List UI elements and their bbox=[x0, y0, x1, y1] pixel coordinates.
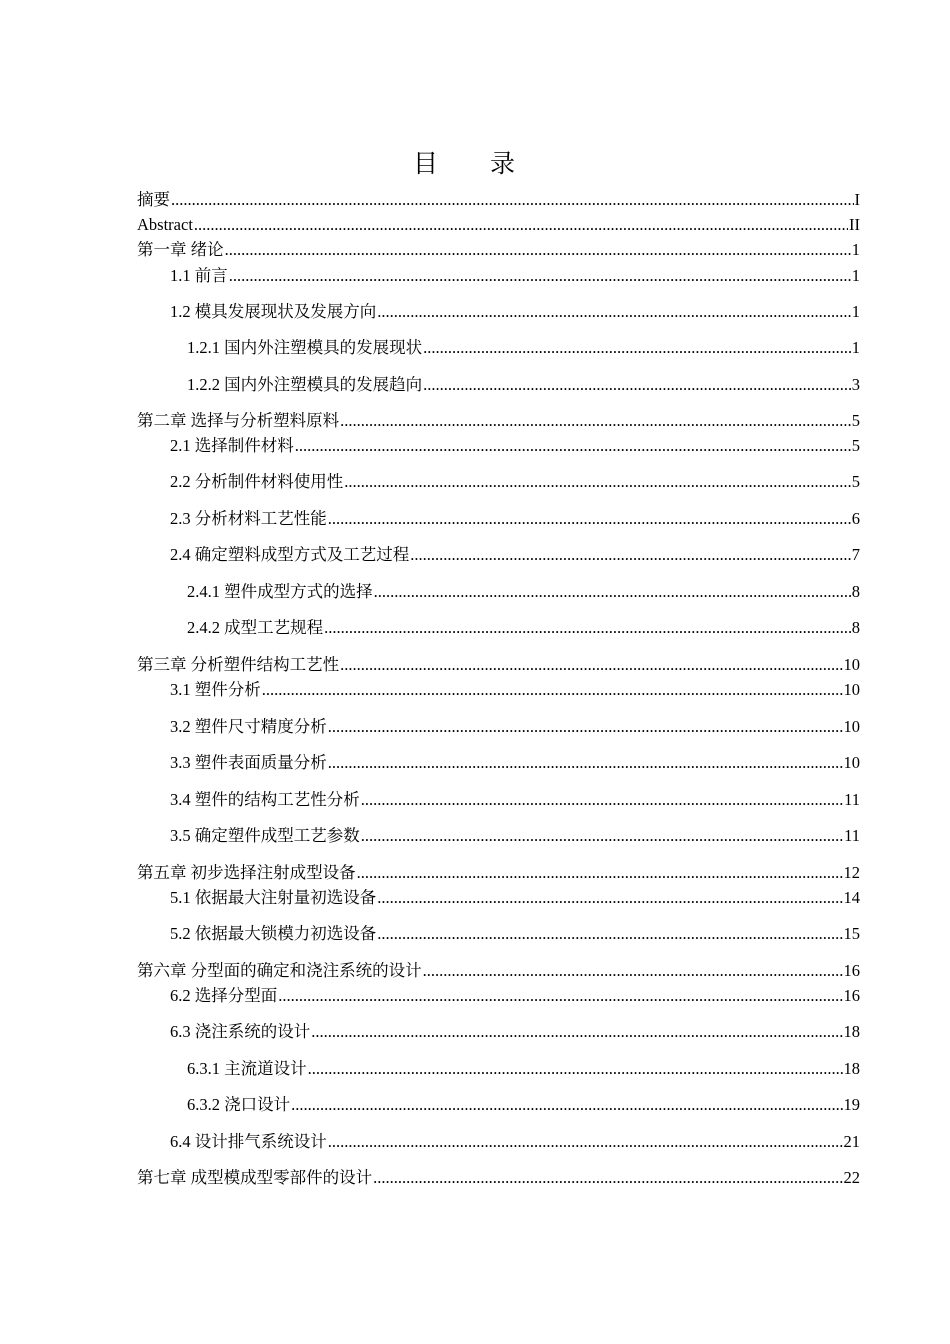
toc-entry-title: Abstract bbox=[137, 215, 193, 234]
toc-entry-title: 2.4.2 成型工艺规程 bbox=[187, 618, 324, 637]
dot-leader bbox=[377, 888, 842, 908]
toc-entry-title: 第一章 绪论 bbox=[137, 240, 224, 259]
toc-entry-page: 7 bbox=[851, 545, 860, 564]
toc-entry-page: 10 bbox=[843, 717, 860, 736]
toc-entry[interactable] bbox=[137, 409, 860, 431]
toc-entry[interactable] bbox=[170, 434, 860, 456]
toc-entry-title: 6.3.2 浇口设计 bbox=[187, 1095, 291, 1114]
toc-entry[interactable] bbox=[137, 653, 860, 675]
toc-entry[interactable] bbox=[170, 543, 860, 565]
toc-entry-title: 第七章 成型模成型零部件的设计 bbox=[137, 1168, 373, 1187]
dot-leader bbox=[344, 472, 851, 492]
toc-entry[interactable] bbox=[170, 751, 860, 773]
dot-leader bbox=[340, 411, 851, 431]
toc-entry[interactable] bbox=[137, 959, 860, 981]
toc-entry[interactable] bbox=[170, 824, 860, 846]
toc-entry-page: 15 bbox=[843, 924, 860, 943]
dot-leader bbox=[361, 790, 843, 810]
dot-leader bbox=[291, 1095, 842, 1115]
toc-entry-title: 第六章 分型面的确定和浇注系统的设计 bbox=[137, 961, 422, 980]
toc-entry-title: 第三章 分析塑件结构工艺性 bbox=[137, 655, 340, 674]
dot-leader bbox=[328, 717, 843, 737]
toc-entry-page: 6 bbox=[851, 509, 860, 528]
dot-leader bbox=[357, 863, 843, 883]
toc-entry-page: 18 bbox=[843, 1059, 860, 1078]
dot-leader bbox=[328, 1132, 843, 1152]
toc-entry[interactable] bbox=[187, 336, 860, 358]
toc-entry[interactable] bbox=[187, 616, 860, 638]
dot-leader bbox=[194, 215, 848, 235]
toc-entry[interactable] bbox=[170, 507, 860, 529]
toc-entry-page: 5 bbox=[851, 472, 860, 491]
toc-entry-page: 5 bbox=[851, 436, 860, 455]
dot-leader bbox=[377, 924, 842, 944]
toc-entry-title: 2.2 分析制件材料使用性 bbox=[170, 472, 344, 491]
dot-leader bbox=[410, 545, 851, 565]
toc-entry-title: 2.1 选择制件材料 bbox=[170, 436, 294, 455]
toc-entry-title: 第五章 初步选择注射成型设备 bbox=[137, 863, 356, 882]
toc-entry[interactable] bbox=[170, 1130, 860, 1152]
toc-entry-title: 5.2 依据最大锁模力初选设备 bbox=[170, 924, 377, 943]
toc-entry[interactable] bbox=[170, 922, 860, 944]
dot-leader bbox=[328, 753, 843, 773]
toc-entry-page: 18 bbox=[843, 1022, 860, 1041]
toc-entry-title: 5.1 依据最大注射量初选设备 bbox=[170, 888, 377, 907]
toc-entry[interactable] bbox=[137, 1166, 860, 1188]
toc-entry-page: 1 bbox=[851, 240, 860, 259]
toc-entry[interactable] bbox=[137, 213, 860, 235]
toc-entry-title: 1.2 模具发展现状及发展方向 bbox=[170, 302, 377, 321]
toc-title: 目 录 bbox=[413, 149, 537, 178]
toc-entry-title: 2.3 分析材料工艺性能 bbox=[170, 509, 327, 528]
toc-entry[interactable] bbox=[137, 188, 860, 210]
toc-entry-page: 5 bbox=[851, 411, 860, 430]
toc-entry-title: 摘要 bbox=[137, 190, 170, 209]
toc-entry-title: 2.4 确定塑料成型方式及工艺过程 bbox=[170, 545, 410, 564]
toc-entry-title: 1.2.2 国内外注塑模具的发展趋向 bbox=[187, 375, 423, 394]
toc-entry[interactable] bbox=[170, 715, 860, 737]
toc-entry[interactable] bbox=[170, 1020, 860, 1042]
toc-entry-title: 3.1 塑件分析 bbox=[170, 680, 261, 699]
toc-entry-page: 12 bbox=[843, 863, 860, 882]
dot-leader bbox=[328, 509, 851, 529]
toc-entry-title: 6.3 浇注系统的设计 bbox=[170, 1022, 311, 1041]
dot-leader bbox=[361, 826, 843, 846]
toc-entry-page: 3 bbox=[851, 375, 860, 394]
toc-entry-page: 21 bbox=[843, 1132, 860, 1151]
toc-entry-page: 16 bbox=[843, 986, 860, 1005]
dot-leader bbox=[308, 1059, 843, 1079]
toc-entry-title: 3.3 塑件表面质量分析 bbox=[170, 753, 327, 772]
toc-entry-page: 11 bbox=[844, 826, 860, 845]
dot-leader bbox=[295, 436, 851, 456]
toc-entry[interactable] bbox=[187, 1057, 860, 1079]
dot-leader bbox=[171, 190, 854, 210]
dot-leader bbox=[374, 582, 851, 602]
toc-entry-page: 19 bbox=[843, 1095, 860, 1114]
dot-leader bbox=[423, 961, 843, 981]
toc-entry[interactable] bbox=[170, 984, 860, 1006]
toc-entry[interactable] bbox=[170, 264, 860, 286]
toc-entry-page: 22 bbox=[843, 1168, 860, 1187]
toc-entry-title: 第二章 选择与分析塑料原料 bbox=[137, 411, 340, 430]
dot-leader bbox=[324, 618, 851, 638]
toc-entry-page: 11 bbox=[844, 790, 860, 809]
toc-entry[interactable] bbox=[170, 678, 860, 700]
toc-entry[interactable] bbox=[170, 300, 860, 322]
toc-entry-title: 1.1 前言 bbox=[170, 266, 228, 285]
toc-entry-page: 8 bbox=[851, 582, 860, 601]
toc-entry[interactable] bbox=[137, 238, 860, 260]
dot-leader bbox=[423, 375, 851, 395]
dot-leader bbox=[340, 655, 842, 675]
toc-entry-page: 8 bbox=[851, 618, 860, 637]
toc-entry-title: 3.4 塑件的结构工艺性分析 bbox=[170, 790, 360, 809]
toc-entry-title: 6.4 设计排气系统设计 bbox=[170, 1132, 327, 1151]
dot-leader bbox=[423, 338, 851, 358]
toc-entry-title: 2.4.1 塑件成型方式的选择 bbox=[187, 582, 373, 601]
toc-entry[interactable] bbox=[137, 861, 860, 883]
toc-entry-page: 14 bbox=[843, 888, 860, 907]
dot-leader bbox=[229, 266, 851, 286]
dot-leader bbox=[377, 302, 851, 322]
toc-entry-title: 3.5 确定塑件成型工艺参数 bbox=[170, 826, 360, 845]
toc-entry-page: 10 bbox=[843, 680, 860, 699]
toc-entry[interactable] bbox=[170, 470, 860, 492]
toc-entry-title: 6.3.1 主流道设计 bbox=[187, 1059, 307, 1078]
toc-entry-page: 10 bbox=[843, 655, 860, 674]
toc-entry-title: 1.2.1 国内外注塑模具的发展现状 bbox=[187, 338, 423, 357]
toc-entry[interactable] bbox=[187, 1093, 860, 1115]
dot-leader bbox=[225, 240, 851, 260]
dot-leader bbox=[278, 986, 842, 1006]
toc-entry-page: 10 bbox=[843, 753, 860, 772]
dot-leader bbox=[373, 1168, 842, 1188]
dot-leader bbox=[311, 1022, 842, 1042]
toc-entry-title: 6.2 选择分型面 bbox=[170, 986, 278, 1005]
toc-entry[interactable] bbox=[187, 580, 860, 602]
toc-entry[interactable] bbox=[187, 373, 860, 395]
dot-leader bbox=[262, 680, 843, 700]
toc-entry-page: 1 bbox=[851, 302, 860, 321]
toc-entry-page: 16 bbox=[843, 961, 860, 980]
toc-entry[interactable] bbox=[170, 886, 860, 908]
toc-entry-page: 1 bbox=[851, 266, 860, 285]
toc-entry-page: 1 bbox=[851, 338, 860, 357]
toc-entry-page: II bbox=[849, 215, 860, 234]
toc-entry-page: I bbox=[854, 190, 860, 209]
toc-entry-title: 3.2 塑件尺寸精度分析 bbox=[170, 717, 327, 736]
toc-entry[interactable] bbox=[170, 788, 860, 810]
